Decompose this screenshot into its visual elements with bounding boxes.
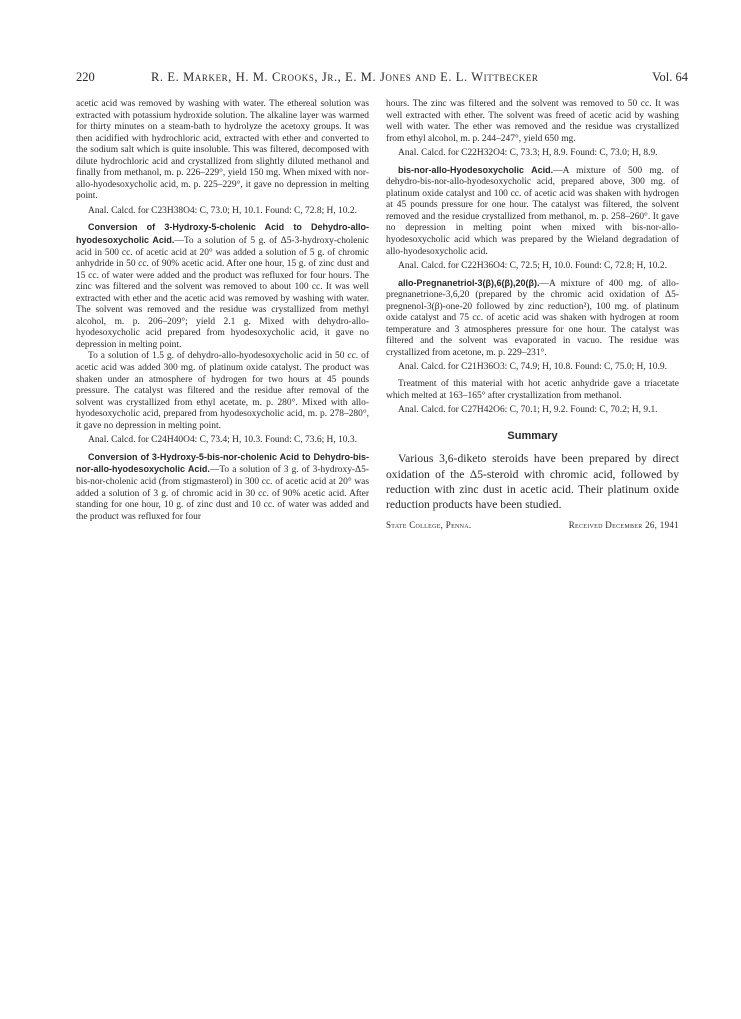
analysis-line: Anal. Calcd. for C27H42O6: C, 70.1; H, 9.2. Found: C, 70.2; H, 9.1.	[398, 405, 658, 416]
right-column	[386, 99, 679, 532]
paragraph: To a solution of 1.5 g. of dehydro-allo-hyodesoxycholic acid in 50 cc. of acetic acid was added 300 mg. of platinum oxide catalyst. The product was shaken under an atmosphere of hydrogen for two hours at 45 pounds pressure. The catalyst was filtered and the residue after removal of the solvent was crystallized from ethyl acetate, m. p. 280°. Mixed with allo-hyodesoxycholic acid, prepared from hyodesoxycholic acid, m. p. 278–280°, it gave no depression in melting point.	[76, 351, 369, 431]
institution-location: State College, Penna.	[386, 520, 472, 531]
analysis-line: Anal. Calcd. for C23H38O4: C, 73.0; H, 10.1. Found: C, 72.8; H, 10.2.	[88, 205, 357, 216]
summary-heading: Summary	[507, 429, 558, 442]
analysis-line: Anal. Calcd. for C22H36O4: C, 72.5; H, 10.0. Found: C, 72.8; H, 10.2.	[398, 261, 667, 272]
procedure-title: Conversion of 3-Hydroxy-5-bis-nor-cholenic Acid to Dehydro-bis-nor-allo-hyodesoxycholic Acid.	[76, 451, 369, 475]
paragraph: acetic acid was removed by washing with water. The ethereal solution was extracted with potassium hydroxide solution. The alkaline layer was warmed for thirty minutes on a steam-bath to hydrolyze the acetoxy groups. It was then acidified with hydrochloric acid, extracted with ether and converted to the sodium salt which is quite insoluble. This was filtered, decomposed with dilute hydrochloric acid and crystallized from slightly diluted methanol and finally from methanol, m. p. 226–229°, yield 150 mg. When mixed with nor-allo-hyodesoxycholic acid, m. p. 225–229°, it gave no depression in melting point.	[76, 99, 369, 202]
analysis-line: Anal. Calcd. for C22H32O4: C, 73.3; H, 8.9. Found: C, 73.0; H, 8.9.	[398, 148, 658, 159]
procedure-title: Conversion of 3-Hydroxy-5-cholenic Acid to Dehydro-allo-hyodesoxycholic Acid.	[76, 222, 369, 246]
procedure-paragraph	[76, 452, 369, 523]
summary-text: Various 3,6-diketo steroids have been prepared by direct oxidation of the Δ5-steroid with chromic acid, followed by reduction with zinc dust in acetic acid. Their platinum oxide reduction products have been studied.	[386, 452, 679, 512]
paragraph: hours. The zinc was filtered and the solvent was removed to 50 cc. It was well extracted with ether. The solvent was freed of acetic acid by washing well with water. The ether was removed and the residue was crystallized from ethyl alcohol, m. p. 244–247°, yield 650 mg.	[386, 99, 679, 144]
left-column	[76, 99, 369, 523]
analysis-line: Anal. Calcd. for C24H40O4: C, 73.4; H, 10.3. Found: C, 73.6; H, 10.3.	[88, 435, 357, 446]
procedure-title: allo-Pregnanetriol-3(β),6(β),20(β).	[398, 277, 540, 288]
page-header	[76, 70, 688, 86]
procedure-body: —A mixture of 500 mg. of dehydro-bis-nor-allo-hyodesoxycholic acid, prepared above, 300 mg. of platinum oxide catalyst and 100 cc. of acetic acid was shaken with hydrogen at 45 pounds pressure for one hour. The catalyst was filtered, the solvent removed and the residue crystallized from methanol, m. p. 258–260°. It gave no depression in melting point when mixed with bis-nor-allo-hyodesoxycholic acid which was prepared by the Wieland degradation of allo-hyodesoxycholic acid.	[386, 165, 679, 257]
procedure-paragraph	[386, 165, 679, 258]
procedure-body: —A mixture of 400 mg. of allo-pregnanetrione-3,6,20 (prepared by the chromic acid oxidation of Δ5-pregnenol-3(β)-one-20 followed by zinc reduction²), 100 mg. of platinum oxide catalyst and 75 cc. of acetic acid was shaken with hydrogen at room temperature and 3 atmospheres pressure for one hour. The catalyst was filtered and the solvent was evaporated in vacuo. The residue was crystallized from acetone, m. p. 229–231°.	[386, 278, 679, 358]
received-date: Received December 26, 1941	[568, 520, 679, 531]
procedure-title: bis-nor-allo-Hyodesoxycholic Acid.	[398, 164, 554, 175]
running-head-authors: R. E. Marker, H. M. Crooks, Jr., E. M. Jones and E. L. Wittbecker	[151, 70, 539, 84]
procedure-paragraph	[76, 222, 369, 351]
procedure-body: —To a solution of 5 g. of Δ5-3-hydroxy-cholenic acid in 500 cc. of acetic acid at 20° was added a solution of 5 g. of chromic anhydride in 50 cc. of 90% acetic acid. After one hour, 15 g. of zinc dust and 15 cc. of water were added and the product was refluxed for four hours. The zinc was filtered and the solvent was removed to about 100 cc. It was well extracted with ether and the acetic acid was removed by washing with water. The solvent was removed and the residue was crystallized from methyl alcohol, m. p. 206–209°; yield 2.1 g. Mixed with dehydro-allo-hyodesoxycholic acid prepared from hyodesoxycholic acid, it gave no depression in melting point.	[76, 236, 369, 350]
page-number: 220	[76, 70, 95, 84]
procedure-body: —To a solution of 3 g. of 3-hydroxy-Δ5-bis-nor-cholenic acid (from stigmasterol) in 300 cc. of acetic acid at 20° was added a solution of 3 g. of chromic acid in 30 cc. of 90% acetic acid. After standing for one hour, 10 g. of zinc dust and 10 cc. of water was added and the product was refluxed for four	[76, 465, 369, 522]
analysis-line: Anal. Calcd. for C21H36O3: C, 74.9; H, 10.8. Found: C, 75.0; H, 10.9.	[398, 362, 667, 373]
paragraph: Treatment of this material with hot acetic anhydride gave a triacetate which melted at 163–165° after crystallization from methanol.	[386, 379, 679, 401]
procedure-paragraph	[386, 278, 679, 360]
footer-line	[386, 520, 679, 532]
volume-label: Vol. 64	[652, 70, 688, 84]
